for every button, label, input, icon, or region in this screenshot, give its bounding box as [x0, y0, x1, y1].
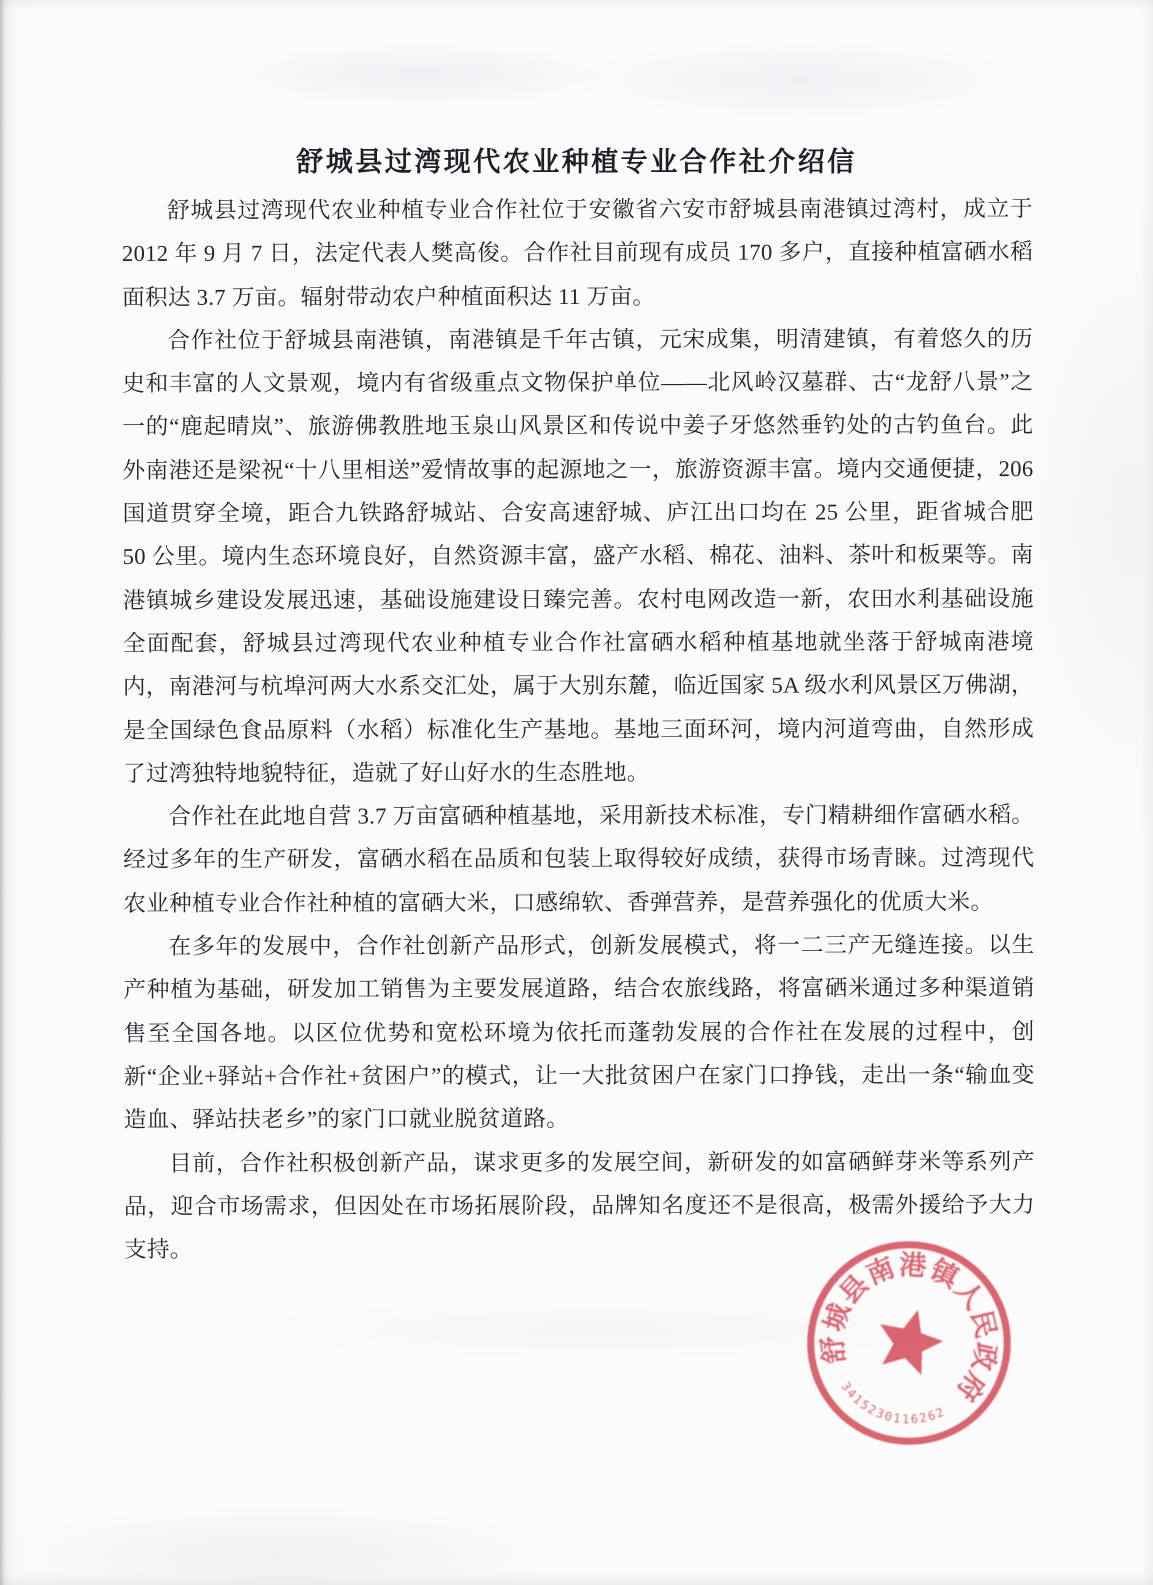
seal-organization-text: 舒城县南港镇人民政府: [817, 1250, 1002, 1407]
letter-body: [122, 187, 1035, 1271]
paragraph-intro: 舒城县过湾现代农业种植专业合作社位于安徽省六安市舒城县南港镇过湾村，成立于 2012 年 9 月 7 日，法定代表人樊高俊。合作社目前现有成员 170 多户，直接种植富硒水稻面积达 3.7 万亩。辐射带动农户种植面积达 11 万亩。: [121, 196, 1034, 310]
seal-code-text: 3415230116262: [838, 1379, 948, 1427]
star-icon: [870, 1301, 949, 1378]
paragraph-rice-base: 合作社在此地自营 3.7 万亩富硒种植基地，采用新技术标准，专门精耕细作富硒水稻。经过多年的生产研发，富硒水稻在品质和包装上取得较好成绩，获得市场青睐。过湾现代农业种植专业合作社种植的富硒大米，口感绵软、香弹营养，是营养强化的优质大米。: [123, 802, 1035, 916]
paragraph-location: 合作社位于舒城县南港镇，南港镇是千年古镇，元宋成集，明清建镇，有着悠久的历史和丰富的人文景观，境内有省级重点文物保护单位——北风岭汉墓群、古“龙舒八景”之一的“鹿起晴岚”、旅游佛教胜地玉泉山风景区和传说中姜子牙悠然垂钓处的古钓鱼台。此外南港还是梁祝“十八里相送”爱情故事的起源地之一，旅游资源丰富。境内交通便捷，206 国道贯穿全境，距合九铁路舒城站、合安高速舒城、庐江出口均在 25 公里，距省城合肥 50 公里。境内生态环境良好，自然资源丰富，盛产水稻、棉花、油料、茶叶和板栗等。南港镇城乡建设发展迅速，基础设施建设日臻完善。农村电网改造一新，农田水利基础设施全面配套，舒城县过湾现代农业种植专业合作社富硒水稻种植基地就坐落于舒城南港境内，南港河与杭埠河两大水系交汇处，属于大别东麓，临近国家 5A 级水利风景区万佛湖，是全国绿色食品原料（水稻）标准化生产基地。基地三面环河，境内河道弯曲，自然形成了过湾独特地貌特征，造就了好山好水的生态胜地。: [122, 325, 1035, 786]
paragraph-development: 在多年的发展中，合作社创新产品形式，创新发展模式，将一二三产无缝连接。以生产种植为基础，研发加工销售为主要发展道路，结合农旅线路，将富硒米通过多种渠道销售至全国各地。以区位优势和宽松环境为依托而蓬勃发展的合作社在发展的过程中，创新“企业+驿站+合作社+贫困户”的模式，让一大批贫困户在家门口挣钱，走出一条“输血变造血、驿站扶老乡”的家门口就业脱贫道路。: [123, 932, 1035, 1133]
document-title: 舒城县过湾现代农业种植专业合作社介绍信: [296, 147, 857, 177]
paragraph-outlook: 目前，合作社积极创新产品，谋求更多的发展空间，新研发的如富硒鲜芽米等系列产品，迎合市场需求，但因处在市场拓展阶段，品牌知名度还不是很高，极需外援给予大力支持。: [123, 1148, 1036, 1263]
